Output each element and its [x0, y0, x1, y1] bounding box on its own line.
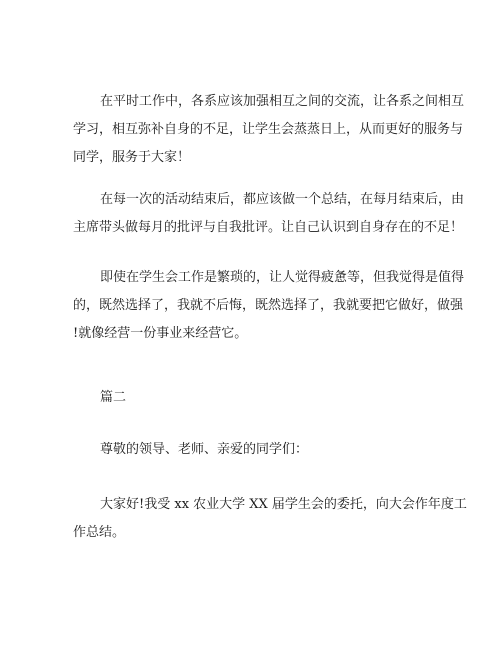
paragraph-line: 同学，服务于大家！	[73, 150, 191, 165]
paragraph-3	[73, 264, 465, 348]
paragraph-line: 作总结。	[73, 525, 126, 540]
section-heading	[73, 384, 433, 412]
paragraph-line: 即使在学生会工作是繁琐的，让人觉得疲惫等，但我觉得是值得	[100, 270, 465, 285]
paragraph-2	[73, 186, 465, 242]
paragraph-line: 主席带头做每月的批评与自我批评。让自己认识到自身存在的不足！	[73, 220, 464, 235]
greeting	[73, 436, 433, 464]
paragraph-line: !就像经营一份事业来经营它。	[73, 326, 248, 341]
paragraph-line: 大家好!我受 xx 农业大学 XX 届学生会的委托，向大会作年度工	[100, 497, 467, 512]
greeting-text: 尊敬的领导、老师、亲爱的同学们：	[100, 442, 309, 457]
closing-paragraph	[73, 491, 467, 547]
paragraph-line: 学习，相互弥补自身的不足，让学生会蒸蒸日上，从而更好的服务与	[73, 122, 464, 137]
paragraph-line: 在每一次的活动结束后，都应该做一个总结，在每月结束后，由	[100, 192, 465, 207]
section-heading-text: 篇二	[100, 390, 127, 405]
paragraph-line: 在平时工作中，各系应该加强相互之间的交流，让各系之间相互	[100, 94, 465, 109]
paragraph-1	[73, 88, 465, 172]
paragraph-line: 的，既然选择了，我就不后悔，既然选择了，我就要把它做好，做强	[73, 298, 464, 313]
